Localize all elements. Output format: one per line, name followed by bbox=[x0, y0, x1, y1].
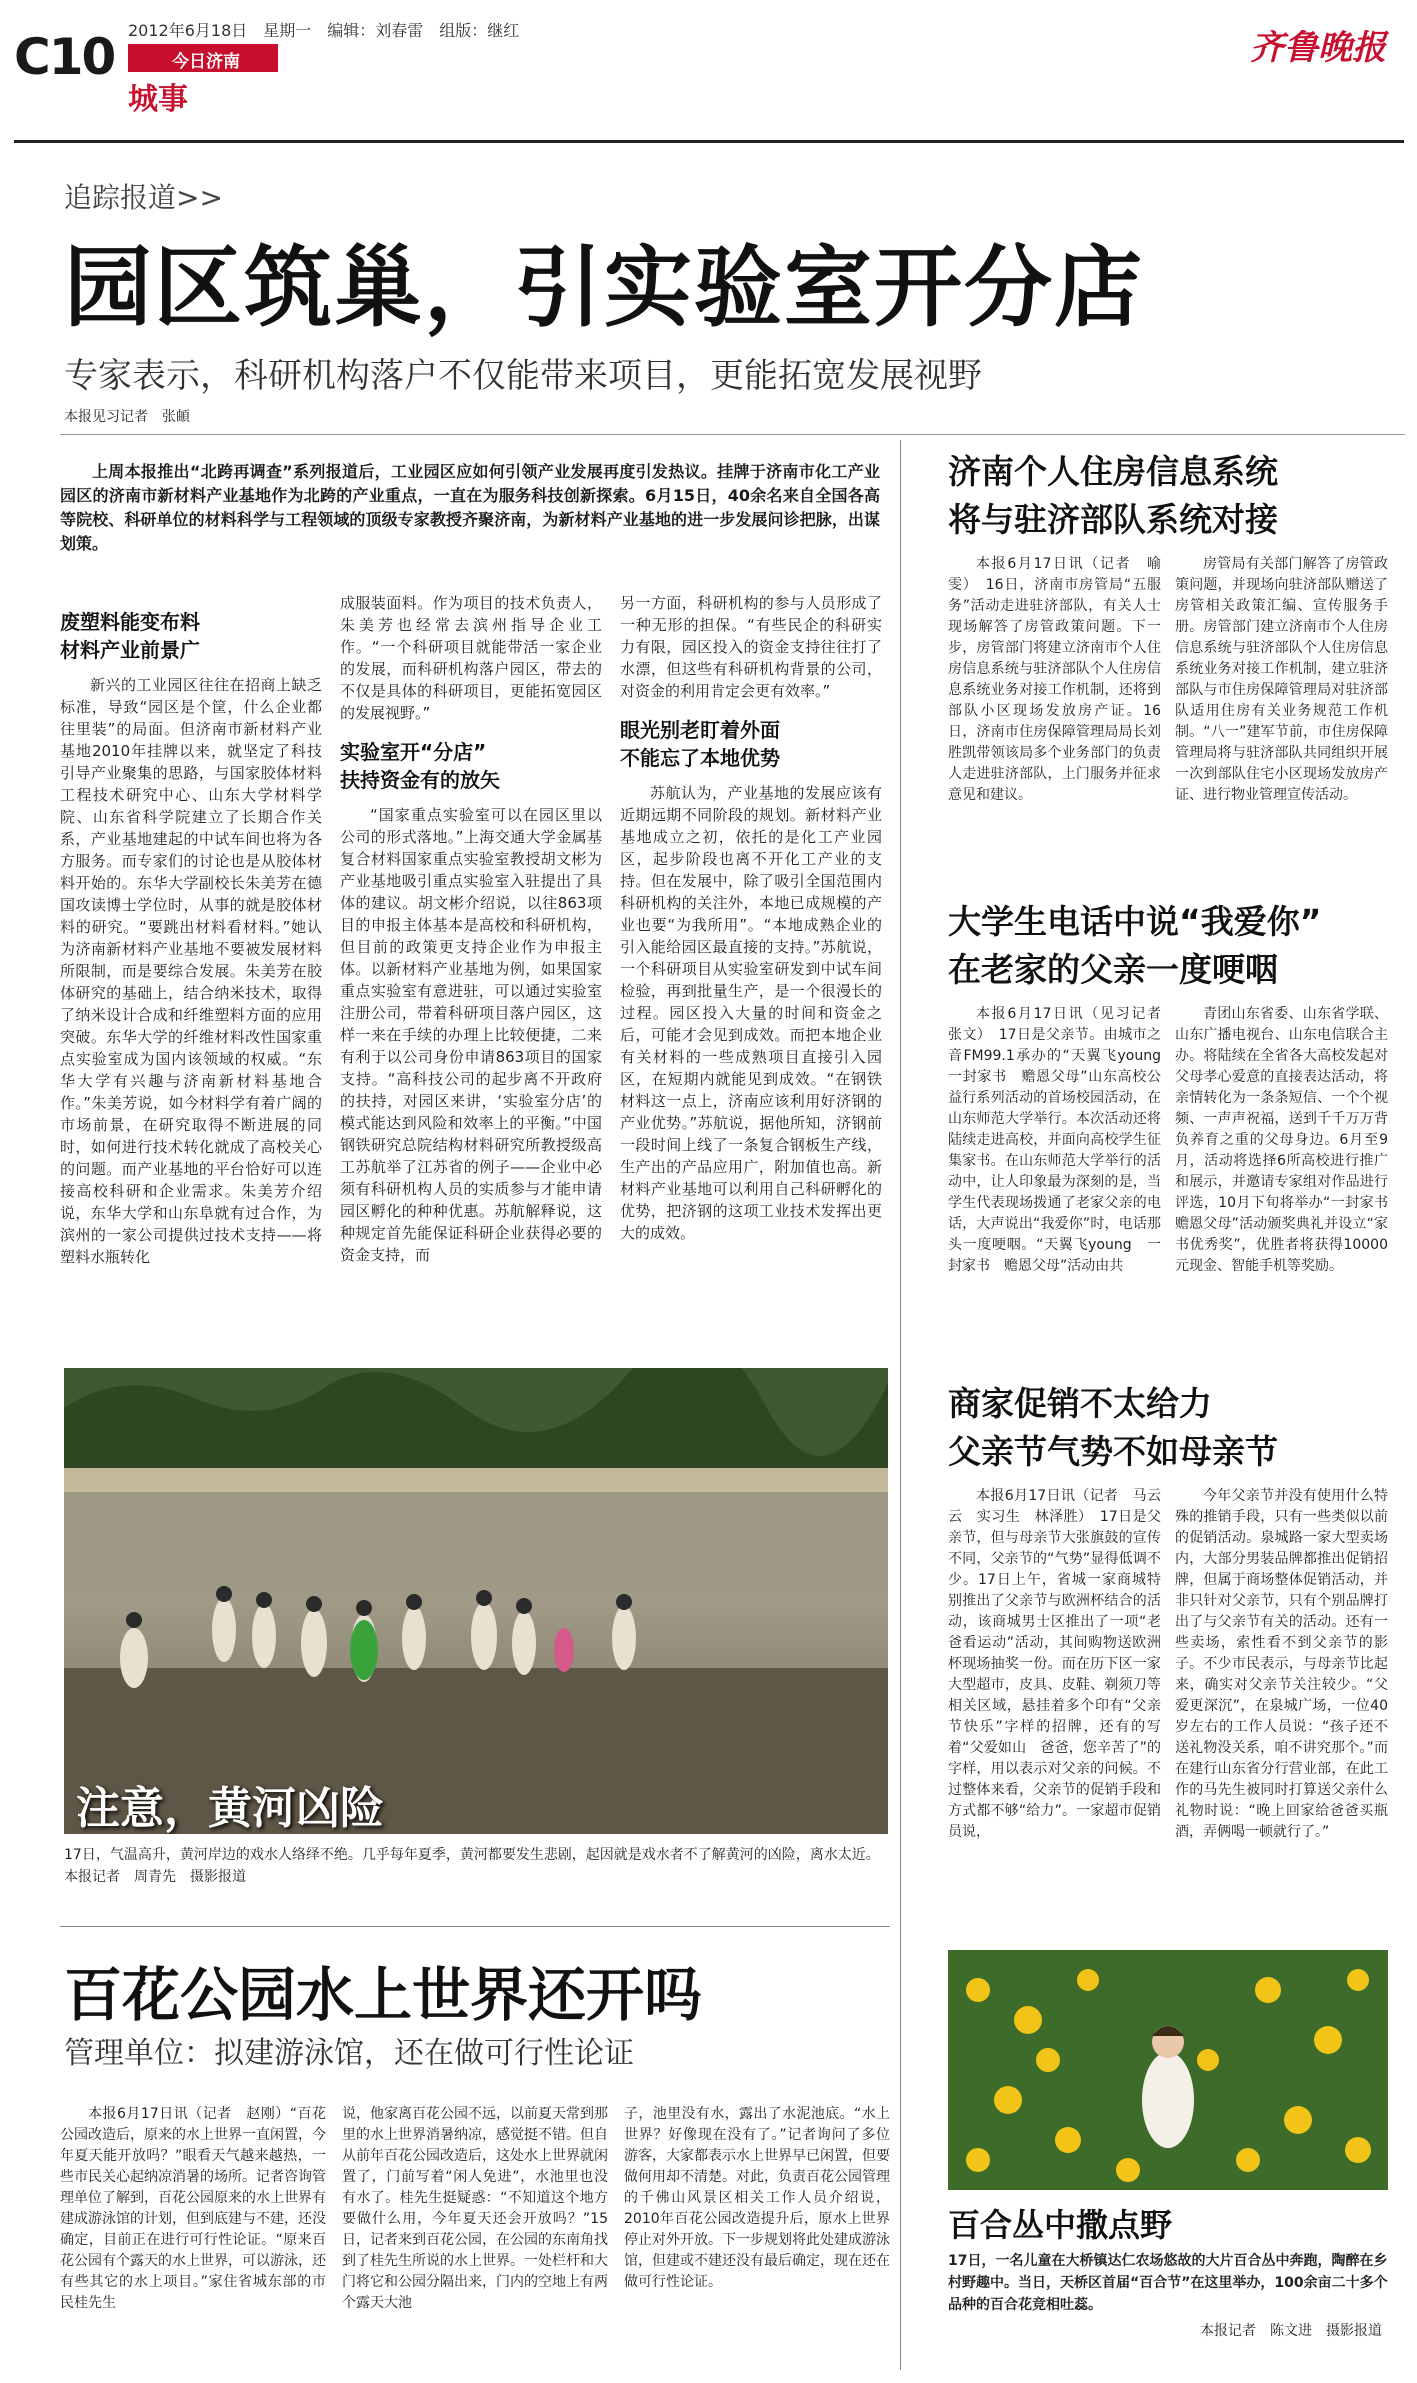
main-col-3 bbox=[620, 592, 882, 1244]
baihua-col-3: 子，池里没有水，露出了水泥池底。“水上世界？好像现在没有了。”记者询问了多位游客，大家都表示水上世界早已闲置，但要做何用却不清楚。对此，负责百花公园管理的千佛山风景区相关工作人员介绍说，2010年百花公园改造提升后，原水上世界停止对外开放。下一步规划将此处建成游泳馆，但建或不建还没有最后确定，现在还在做可行性论证。 bbox=[624, 2106, 890, 2290]
lily-photo bbox=[948, 1950, 1388, 2190]
issue-meta: 2012年6月18日 星期一 编辑：刘春雷 组版：继红 bbox=[128, 21, 520, 40]
baihua-subheadline: 管理单位：拟建游泳馆，还在做可行性论证 bbox=[64, 2036, 634, 2071]
love-col-1: 本报6月17日讯（见习记者 张文） 17日是父亲节。由城市之音FM99.1承办的“天翼飞young 一封家书 赡恩父母”山东高校公益行系列活动的首场校园活动，在山东师范大学举行。本次活动还将陆续走进高校，并面向高校学生征集家书。在山东师范大学举行的活动中，让人印象最为深刻的是，当学生代表现场拨通了老家父亲的电话，大声说出“我爱你”时，电话那头一度哽咽。“天翼飞young 一封家书 赡恩父母”活动由共 bbox=[948, 1006, 1175, 1274]
housing-col-2: 房管局有关部门解答了房管政策问题，并现场向驻济部队赠送了房管相关政策汇编、宣传服务手册。房管部门建立济南市个人住房信息系统与驻济部队个人住房信息系统业务对接工作机制，建立驻济部队与市住房保障管理局对驻济部队适用住房有关业务规范工作机制。“八一”建军节前，市住房保障管理局将与驻济部队共同组织开展一次到部队住宅小区现场发放房产证、进行物业管理宣传活动。 bbox=[1175, 556, 1388, 803]
main-subheadline: 专家表示，科研机构落户不仅能带来项目，更能拓宽发展视野 bbox=[64, 356, 982, 396]
section-tag: 今日济南 bbox=[128, 44, 278, 72]
fathers-col-1: 本报6月17日讯（记者 马云云 实习生 林泽胜） 17日是父亲节，但与母亲节大张旗鼓的宣传不同，父亲节的“气势”显得低调不少。17日上午，省城一家商城特别推出了父亲节与欧洲杯结合的活动，该商城男士区推出了一项“老爸看运动”活动，其间购物送欧洲杯现场抽奖一份。而在历下区一家大型超市，皮具、皮鞋、剃须刀等相关区域，悬挂着多个印有“父亲节快乐”字样的招牌，还有的写着“父爱如山 爸爸，您辛苦了”的字样，用以表示对父亲的问候。不过整体来看，父亲节的促销手段和方式都不够“给力”。一家超市促销员说， bbox=[948, 1488, 1161, 1840]
col2-text-top: 成服装面料。作为项目的技术负责人，朱美芳也经常去滨州指导企业工作。“一个科研项目就能带活一家企业的发展，而科研机构落户园区，带去的不仅是具体的科研项目，更能拓宽园区的发展视野。” bbox=[340, 594, 602, 722]
housing-headline-1: 济南个人住房信息系统 bbox=[948, 452, 1278, 491]
love-story bbox=[948, 898, 1402, 1277]
column-divider bbox=[900, 440, 901, 2370]
housing-story bbox=[948, 448, 1388, 806]
love-col-2: 青团山东省委、山东省学联、山东广播电视台、山东电信联合主办。将陆续在全省各大高校发起对父母孝心爱意的直接表达活动，将亲情转化为一条条短信、一个个视频、一声声祝福，送到千千万万背负养育之重的父母身边。6月至9月，活动将选择6所高校进行推广和展示，并邀请专家组对作品进行评选，10月下旬将举办“一封家书 赡恩父母”活动颁奖典礼并设立“家书优秀奖”，优胜者将获得10000元现金、智能手机等奖励。 bbox=[1175, 1006, 1402, 1274]
lily-caption: 17日，一名儿童在大桥镇达仁农场悠故的大片百合丛中奔跑，陶醉在乡村野趣中。当日，天桥区首届“百合节”在这里举办，100余亩二十多个品种的百合花竞相吐蕊。 bbox=[948, 2253, 1388, 2313]
lead-paragraph: 上周本报推出“北跨再调查”系列报道后，工业园区应如何引领产业发展再度引发热议。挂牌于济南市化工产业园区的济南市新材料产业基地作为北跨的产业重点，一直在为服务科技创新探索。6月15日，40余名来自全国各高等院校、科研单位的材料科学与工程领域的顶级专家教授齐聚济南，为新材料产业基地的进一步发展问诊把脉，出谋划策。 bbox=[60, 462, 880, 553]
yellow-river-photo bbox=[64, 1368, 888, 1834]
lily-image bbox=[948, 1950, 1388, 2190]
housing-col-1: 本报6月17日讯（记者 喻雯） 16日，济南市房管局“五服务”活动走进驻济部队，有关人士现场解答了房管政策问题。下一步，房管部门将建立济南市个人住房信息系统与驻济部队个人住房信息系统业务对接工作机制，还将到部队小区现场发放房产证。16日，济南市住房保障管理局局长刘胜凯带领该局多个业务部门的负责人走进驻济部队，上门服务并征求意见和建议。 bbox=[948, 556, 1161, 803]
headline-rule bbox=[60, 434, 1405, 435]
fathers-col-2: 今年父亲节并没有使用什么特殊的推销手段，只有一些类似以前的促销活动。泉城路一家大型卖场内，大部分男装品牌都推出促销招牌，但属于商场整体促销活动，并非只针对父亲节，只有个别品牌打出了与父亲节有关的活动。还有一些卖场，索性看不到父亲节的影子。不少市民表示，与母亲节比起来，确实对父亲节关注较少。“父爱更深沉”，在泉城广场，一位40岁左右的工作人员说：“孩子还不送礼物没关系，咱不讲究那个。”而在建行山东省分行营业部，在此工作的马先生被同时打算送父亲什么礼物时说：“晚上回家给爸爸买瓶酒，弄俩喝一顿就行了。” bbox=[1175, 1488, 1388, 1840]
col2-heading-1: 实验室开“分店” bbox=[340, 740, 487, 764]
col1-text: 新兴的工业园区往往在招商上缺乏标准，导致“园区是个筐，什么企业都往里装”的局面。但济南市新材料产业基地2010年挂牌以来，就坚定了科技引导产业聚集的思路，与国家胶体材料工程技术研究中心、山东大学材料学院、山东省科学院建立了长期合作关系，产业基地建起的中试车间也将为各方服务。而专家们的讨论也是从胶体材料开始的。东华大学副校长朱美芳在德国攻读博士学位时，从事的就是胶体材料的研究。“要跳出材料看材料。”她认为济南新材料产业基地不要被发展材料所限制，而是要综合发展。朱美芳在胶体研究的基础上，结合纳米技术，取得了纳米设计合成和纤维塑料方面的应用突破。东华大学的纤维材料改性国家重点实验室成为国内该领域的权威。“东华大学有兴趣与济南新材料基地合作。”朱美芳说，如今材料学有着广阔的市场前景，在研究取得不断进展的同时，如何进行技术转化就成了高校关心的问题。而产业基地的平台恰好可以连接高校科研和企业需求。朱美芳介绍说，东华大学和山东阜就有过合作，为滨州的一家公司提供过技术支持——将塑料水瓶转化 bbox=[60, 676, 322, 1266]
fathers-headline-1: 商家促销不太给力 bbox=[948, 1384, 1212, 1423]
section-title: 城事 bbox=[128, 82, 188, 117]
page-number: C10 bbox=[14, 28, 115, 86]
yellow-river-overlay-title: 注意，黄河凶险 bbox=[76, 1783, 384, 1834]
lily-credit: 本报记者 陈文进 摄影报道 bbox=[1200, 2323, 1382, 2339]
col1-heading-1: 废塑料能变布料 bbox=[60, 610, 200, 634]
fathers-day-story bbox=[948, 1380, 1388, 1843]
baihua-col-2: 说，他家离百花公园不远，以前夏天常到那里的水上世界消暑纳凉，感觉挺不错。但自从前年百花公园改造后，这处水上世界就闲置了，门前写着“闲人免进”，水池里也没有水了。桂先生挺疑惑：“不知道这个地方要做什么用，今年夏天还会开放吗？”15日，记者来到百花公园，在公园的东南角找到了桂先生所说的水上世界。一处栏杆和大门将它和公园分隔出来，门内的空地上有两个露天大池 bbox=[342, 2106, 608, 2311]
main-col-1 bbox=[60, 608, 322, 1268]
col3-text: 苏航认为，产业基地的发展应该有近期远期不同阶段的规划。新材料产业基地成立之初，依托的是化工产业园区，起步阶段也离不开化工产业的支持。但在发展中，除了吸引全国范围内科研机构的关注外，本地已成规模的产业也要“为我所用”。“本地成熟企业的引入能给园区最直接的支持。”苏航说，一个科研项目从实验室研发到中试车间检验，再到批量生产，是一个很漫长的过程。园区投入大量的时间和资金之后，可能才会见到成效。而把本地企业有关材料的一些成熟项目直接引入园区，在短期内就能见到成效。“在钢铁材料这一点上，济南应该利用好济钢的产业优势。”苏航说，据他所知，济钢前一段时间上线了一条复合钢板生产线，生产出的产品应用广，附加值也高。新材料产业基地可以利用自己科研孵化的优势，把济钢的这项工业技术发挥出更大的成效。 bbox=[620, 784, 882, 1242]
baihua-columns bbox=[60, 2104, 890, 2314]
col3-heading-2: 不能忘了本地优势 bbox=[620, 746, 780, 770]
yellow-river-image bbox=[64, 1368, 888, 1834]
col3-text-top: 另一方面，科研机构的参与人员形成了一种无形的担保。“有些民企的科研实力有限，园区投入的资金支持往往打了水漂，但这些有科研机构背景的公司，对资金的利用肯定会更有效率。” bbox=[620, 594, 882, 700]
baihua-col-1: 本报6月17日讯（记者 赵刚）“百花公园改造后，原来的水上世界一直闲置，今年夏天能开放吗？”眼看天气越来越热，一些市民关心起纳凉消暑的场所。记者咨询管理单位了解到，百花公园原来的水上世界有建成游泳馆的计划，但到底建与不建，还没确定，目前正在进行可行性论证。“原来百花公园有个露天的水上世界，可以游泳，还有些其它的水上项目。”家住省城东部的市民桂先生 bbox=[60, 2106, 326, 2311]
byline: 本报见习记者 张頔 bbox=[64, 409, 190, 425]
love-headline-2: 在老家的父亲一度哽咽 bbox=[948, 950, 1278, 989]
kicker: 追踪报道>> bbox=[64, 181, 223, 214]
baihua-rule bbox=[60, 1926, 890, 1927]
love-headline-1: 大学生电话中说“我爱你” bbox=[948, 902, 1322, 941]
col1-heading-2: 材料产业前景广 bbox=[60, 638, 200, 662]
newspaper-logo: 齐鲁晚报 bbox=[1250, 28, 1386, 68]
fathers-headline-2: 父亲节气势不如母亲节 bbox=[948, 1432, 1278, 1471]
col2-text: “国家重点实验室可以在园区里以公司的形式落地。”上海交通大学金属基复合材料国家重点实验室教授胡文彬为产业基地吸引重点实验室入驻提出了具体的建议。胡文彬介绍说，以往863项目的申报主体基本是高校和科研机构，但目前的政策更支持企业作为申报主体。以新材料产业基地为例，如果国家重点实验室有意进驻，可以通过实验室注册公司，带着科研项目落户园区，这样一来在手续的办理上比较便捷，二来有利于以公司身份申请863项目的国家支持。“高科技公司的起步离不开政府的扶持，对园区来讲，‘实验室分店’的模式能达到风险和效率上的平衡。”中国钢铁研究总院结构材料研究所教授级高工苏航举了江苏省的例子——企业中必须有科研机构人员的实质参与才能申请园区孵化的种种优惠。苏航解释说，这种规定首先能保证科研企业获得必要的资金支持，而 bbox=[340, 806, 602, 1264]
col2-heading-2: 扶持资金有的放矢 bbox=[340, 768, 500, 792]
col3-heading-1: 眼光别老盯着外面 bbox=[620, 718, 780, 742]
lily-headline: 百合丛中撒点野 bbox=[948, 2206, 1173, 2244]
main-headline: 园区筑巢，引实验室开分店 bbox=[64, 236, 1145, 339]
masthead-rule bbox=[14, 140, 1404, 143]
baihua-headline: 百花公园水上世界还开吗 bbox=[64, 1961, 703, 2029]
housing-headline-2: 将与驻济部队系统对接 bbox=[948, 500, 1278, 539]
yellow-river-caption: 17日，气温高升，黄河岸边的戏水人络绎不绝。几乎每年夏季，黄河都要发生悲剧，起因就是戏水者不了解黄河的凶险，离水太近。 本报记者 周青先 摄影报道 bbox=[64, 1847, 887, 1885]
main-col-2 bbox=[340, 592, 602, 1266]
